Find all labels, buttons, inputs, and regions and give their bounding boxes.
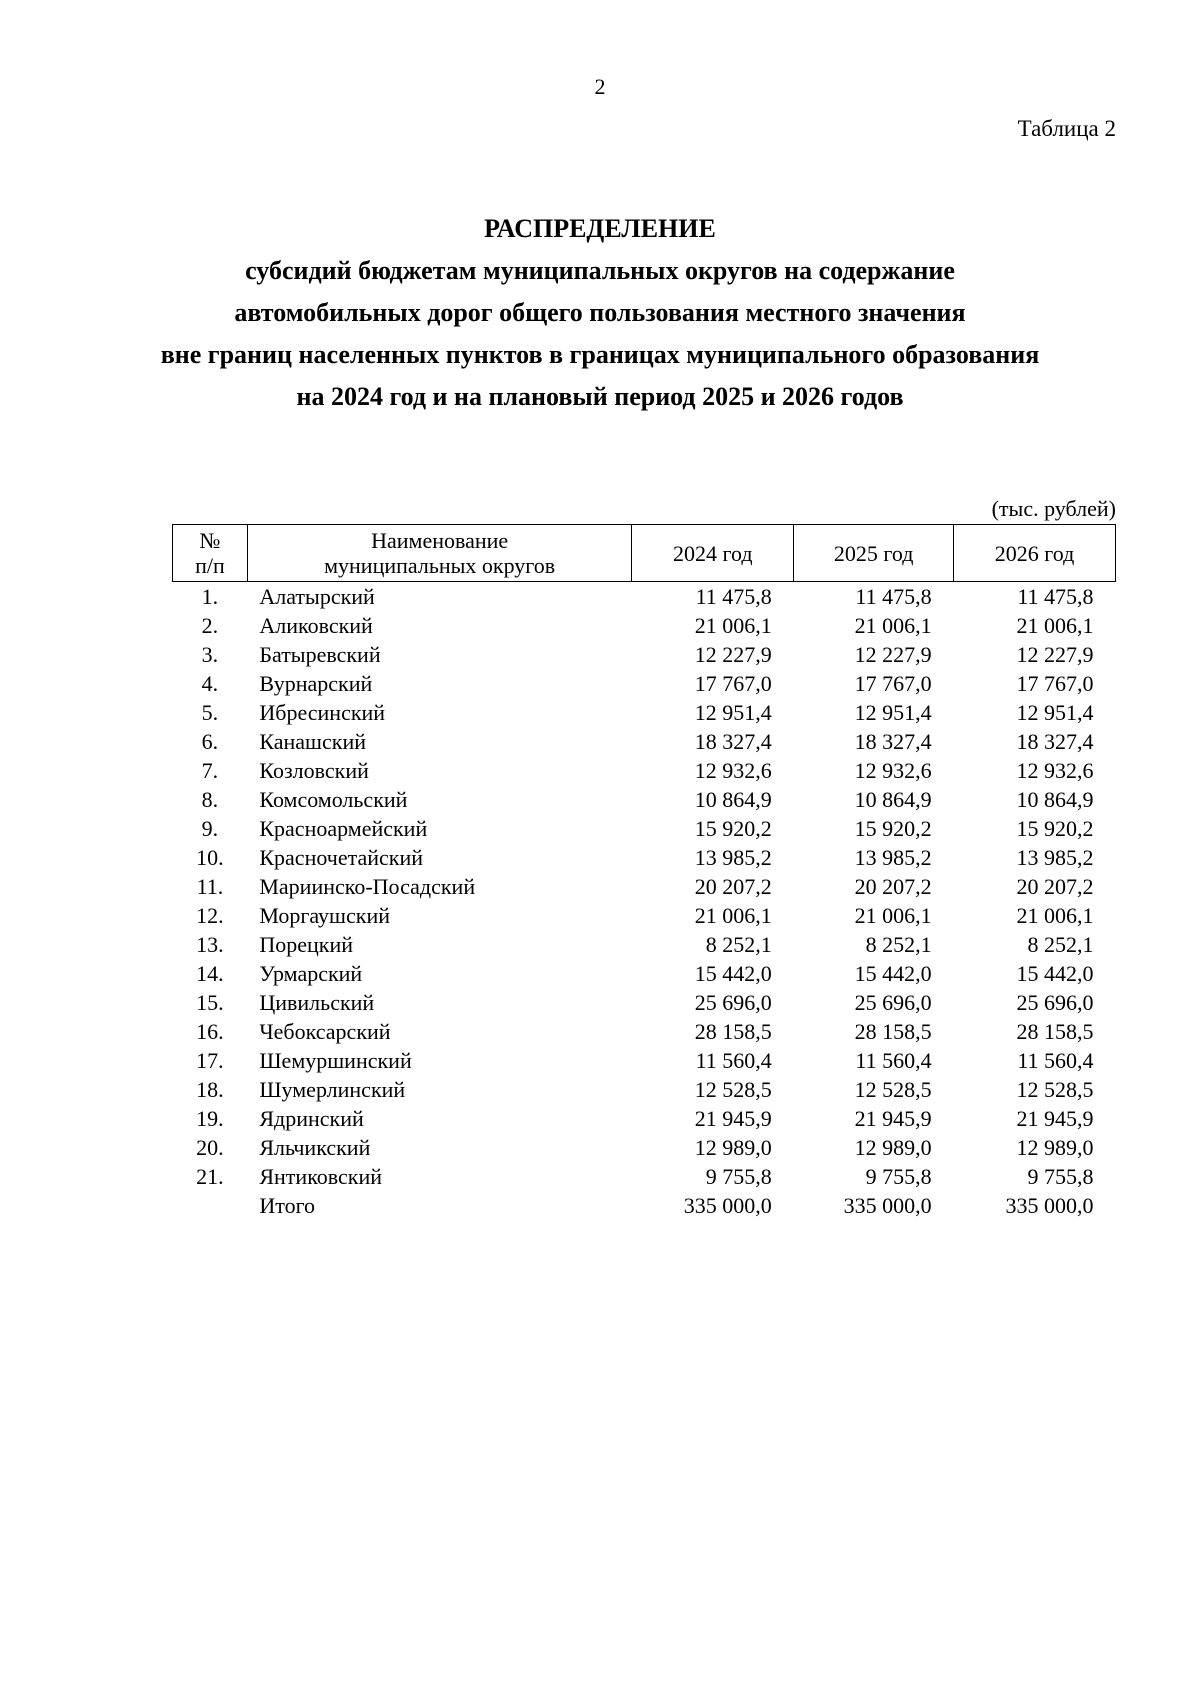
- total-num: [173, 1191, 248, 1220]
- header-name: Наименование муниципальных округов: [247, 525, 632, 582]
- row-name: Мариинско-Посадский: [259, 874, 476, 899]
- row-2025: 25 696,0: [854, 990, 932, 1015]
- row-2026: 13 985,2: [1016, 845, 1094, 870]
- row-name: Козловский: [259, 758, 369, 783]
- row-2024: 15 920,2: [694, 816, 772, 841]
- total-2026: 335 000,0: [1005, 1193, 1094, 1218]
- row-2024: 21 945,9: [694, 1106, 772, 1131]
- title-line-5: на 2024 год и на плановый период 2025 и 2026 годов: [296, 382, 904, 411]
- title-line-1: РАСПРЕДЕЛЕНИЕ: [484, 214, 716, 243]
- total-row: [173, 1191, 1116, 1220]
- row-2025: 11 560,4: [855, 1048, 932, 1073]
- row-2026: 15 442,0: [1016, 961, 1094, 986]
- row-2026: 15 920,2: [1016, 816, 1094, 841]
- row-num: 11.: [196, 874, 224, 899]
- row-name: Вурнарский: [259, 671, 373, 696]
- row-2026: 12 989,0: [1016, 1135, 1094, 1160]
- row-name: Ибресинский: [259, 700, 386, 725]
- row-2024: 10 864,9: [694, 787, 772, 812]
- row-2025: 12 227,9: [854, 642, 932, 667]
- row-name: Батыревский: [259, 642, 381, 667]
- row-num: 5.: [201, 700, 219, 725]
- total-2024: 335 000,0: [683, 1193, 772, 1218]
- row-2026: 21 945,9: [1016, 1106, 1094, 1131]
- row-2026: 11 560,4: [1017, 1048, 1094, 1073]
- table-row: [173, 582, 1116, 612]
- row-2025: 10 864,9: [854, 787, 932, 812]
- row-2024: 12 932,6: [694, 758, 772, 783]
- row-name: Шемуршинский: [259, 1048, 412, 1073]
- row-num: 3.: [201, 642, 219, 667]
- row-2024: 17 767,0: [694, 671, 772, 696]
- table-row: [173, 959, 1116, 988]
- row-2024: 13 985,2: [694, 845, 772, 870]
- row-2025: 20 207,2: [854, 874, 932, 899]
- row-2026: 18 327,4: [1016, 729, 1094, 754]
- row-2026: 12 227,9: [1016, 642, 1094, 667]
- row-2025: 11 475,8: [855, 584, 932, 609]
- row-2025: 12 951,4: [854, 700, 932, 725]
- total-label: Итого: [259, 1193, 316, 1218]
- row-2025: 8 252,1: [865, 932, 932, 957]
- table-row: [173, 814, 1116, 843]
- row-name: Шумерлинский: [259, 1077, 406, 1102]
- row-num: 6.: [201, 729, 219, 754]
- row-num: 13.: [196, 932, 224, 957]
- row-2024: 25 696,0: [694, 990, 772, 1015]
- row-name: Канашский: [259, 729, 366, 754]
- row-num: 9.: [201, 816, 219, 841]
- header-2025: 2025 год: [794, 525, 954, 582]
- row-2026: 11 475,8: [1017, 584, 1094, 609]
- document-title: [100, 208, 1100, 418]
- row-2025: 21 006,1: [854, 613, 932, 638]
- title-line-4: вне границ населенных пунктов в границах муниципального образования: [160, 340, 1040, 369]
- row-num: 19.: [196, 1106, 224, 1131]
- row-2025: 17 767,0: [854, 671, 932, 696]
- title-line-3: автомобильных дорог общего пользования местного значения: [234, 298, 966, 327]
- row-name: Ядринский: [259, 1106, 364, 1131]
- table-row: [173, 785, 1116, 814]
- row-name: Алатырский: [259, 584, 375, 609]
- table-row: [173, 611, 1116, 640]
- table-row: [173, 843, 1116, 872]
- row-2026: 17 767,0: [1016, 671, 1094, 696]
- table-row: [173, 988, 1116, 1017]
- row-2025: 13 985,2: [854, 845, 932, 870]
- row-2025: 12 989,0: [854, 1135, 932, 1160]
- row-2026: 12 932,6: [1016, 758, 1094, 783]
- table-row: [173, 901, 1116, 930]
- row-num: 18.: [196, 1077, 224, 1102]
- table-row: [173, 930, 1116, 959]
- row-2024: 12 227,9: [694, 642, 772, 667]
- row-2025: 12 932,6: [854, 758, 932, 783]
- table-row: [173, 756, 1116, 785]
- row-2026: 21 006,1: [1016, 903, 1094, 928]
- row-num: 1.: [201, 584, 219, 609]
- row-2024: 21 006,1: [694, 903, 772, 928]
- row-2026: 8 252,1: [1027, 932, 1094, 957]
- table-row: [173, 727, 1116, 756]
- row-num: 16.: [196, 1019, 224, 1044]
- row-2024: 12 951,4: [694, 700, 772, 725]
- units-label: (тыс. рублей): [991, 496, 1116, 521]
- row-2024: 8 252,1: [705, 932, 772, 957]
- table-row: [173, 669, 1116, 698]
- row-name: Янтиковский: [259, 1164, 383, 1189]
- row-2026: 20 207,2: [1016, 874, 1094, 899]
- row-2026: 9 755,8: [1027, 1164, 1094, 1189]
- row-name: Чебоксарский: [259, 1019, 391, 1044]
- row-name: Цивильский: [259, 990, 375, 1015]
- row-2025: 21 006,1: [854, 903, 932, 928]
- table-row: [173, 1046, 1116, 1075]
- row-2026: 21 006,1: [1016, 613, 1094, 638]
- row-2025: 9 755,8: [865, 1164, 932, 1189]
- row-2024: 9 755,8: [705, 1164, 772, 1189]
- table-row: [173, 698, 1116, 727]
- row-num: 8.: [201, 787, 219, 812]
- table-row: [173, 1162, 1116, 1191]
- table-row: [173, 1017, 1116, 1046]
- row-num: 12.: [196, 903, 224, 928]
- row-2024: 18 327,4: [694, 729, 772, 754]
- row-2025: 21 945,9: [854, 1106, 932, 1131]
- row-name: Моргаушский: [259, 903, 390, 928]
- row-2025: 28 158,5: [854, 1019, 932, 1044]
- header-num: № п/п: [173, 525, 248, 582]
- total-2025: 335 000,0: [843, 1193, 932, 1218]
- row-name: Красноармейский: [259, 816, 428, 841]
- header-2024: 2024 год: [632, 525, 794, 582]
- subsidy-table: [172, 524, 1116, 1220]
- row-num: 4.: [201, 671, 219, 696]
- row-num: 20.: [196, 1135, 224, 1160]
- header-2026: 2026 год: [954, 525, 1116, 582]
- row-num: 21.: [196, 1164, 224, 1189]
- table-row: [173, 1104, 1116, 1133]
- row-2024: 28 158,5: [694, 1019, 772, 1044]
- row-2026: 28 158,5: [1016, 1019, 1094, 1044]
- row-2024: 21 006,1: [694, 613, 772, 638]
- row-num: 7.: [201, 758, 219, 783]
- row-2026: 12 528,5: [1016, 1077, 1094, 1102]
- page-number: 2: [594, 74, 606, 99]
- table-header-row: [173, 525, 1116, 582]
- row-name: Порецкий: [259, 932, 354, 957]
- row-num: 10.: [196, 845, 224, 870]
- row-name: Урмарский: [259, 961, 363, 986]
- row-2024: 12 989,0: [694, 1135, 772, 1160]
- table-row: [173, 1133, 1116, 1162]
- row-2026: 25 696,0: [1016, 990, 1094, 1015]
- table-label: Таблица 2: [1017, 116, 1116, 141]
- row-2025: 18 327,4: [854, 729, 932, 754]
- row-name: Комсомольский: [259, 787, 408, 812]
- row-num: 17.: [196, 1048, 224, 1073]
- row-2024: 12 528,5: [694, 1077, 772, 1102]
- row-2024: 11 475,8: [695, 584, 772, 609]
- row-num: 15.: [196, 990, 224, 1015]
- row-num: 2.: [201, 613, 219, 638]
- row-2024: 15 442,0: [694, 961, 772, 986]
- title-line-2: субсидий бюджетам муниципальных округов на содержание: [245, 256, 955, 285]
- row-2024: 20 207,2: [694, 874, 772, 899]
- row-2026: 12 951,4: [1016, 700, 1094, 725]
- table-row: [173, 640, 1116, 669]
- row-2025: 15 920,2: [854, 816, 932, 841]
- row-2025: 15 442,0: [854, 961, 932, 986]
- row-name: Красночетайский: [259, 845, 424, 870]
- row-2026: 10 864,9: [1016, 787, 1094, 812]
- table-row: [173, 872, 1116, 901]
- table-row: [173, 1075, 1116, 1104]
- row-2024: 11 560,4: [695, 1048, 772, 1073]
- row-num: 14.: [196, 961, 224, 986]
- row-name: Аликовский: [259, 613, 373, 638]
- row-name: Яльчикский: [259, 1135, 371, 1160]
- row-2025: 12 528,5: [854, 1077, 932, 1102]
